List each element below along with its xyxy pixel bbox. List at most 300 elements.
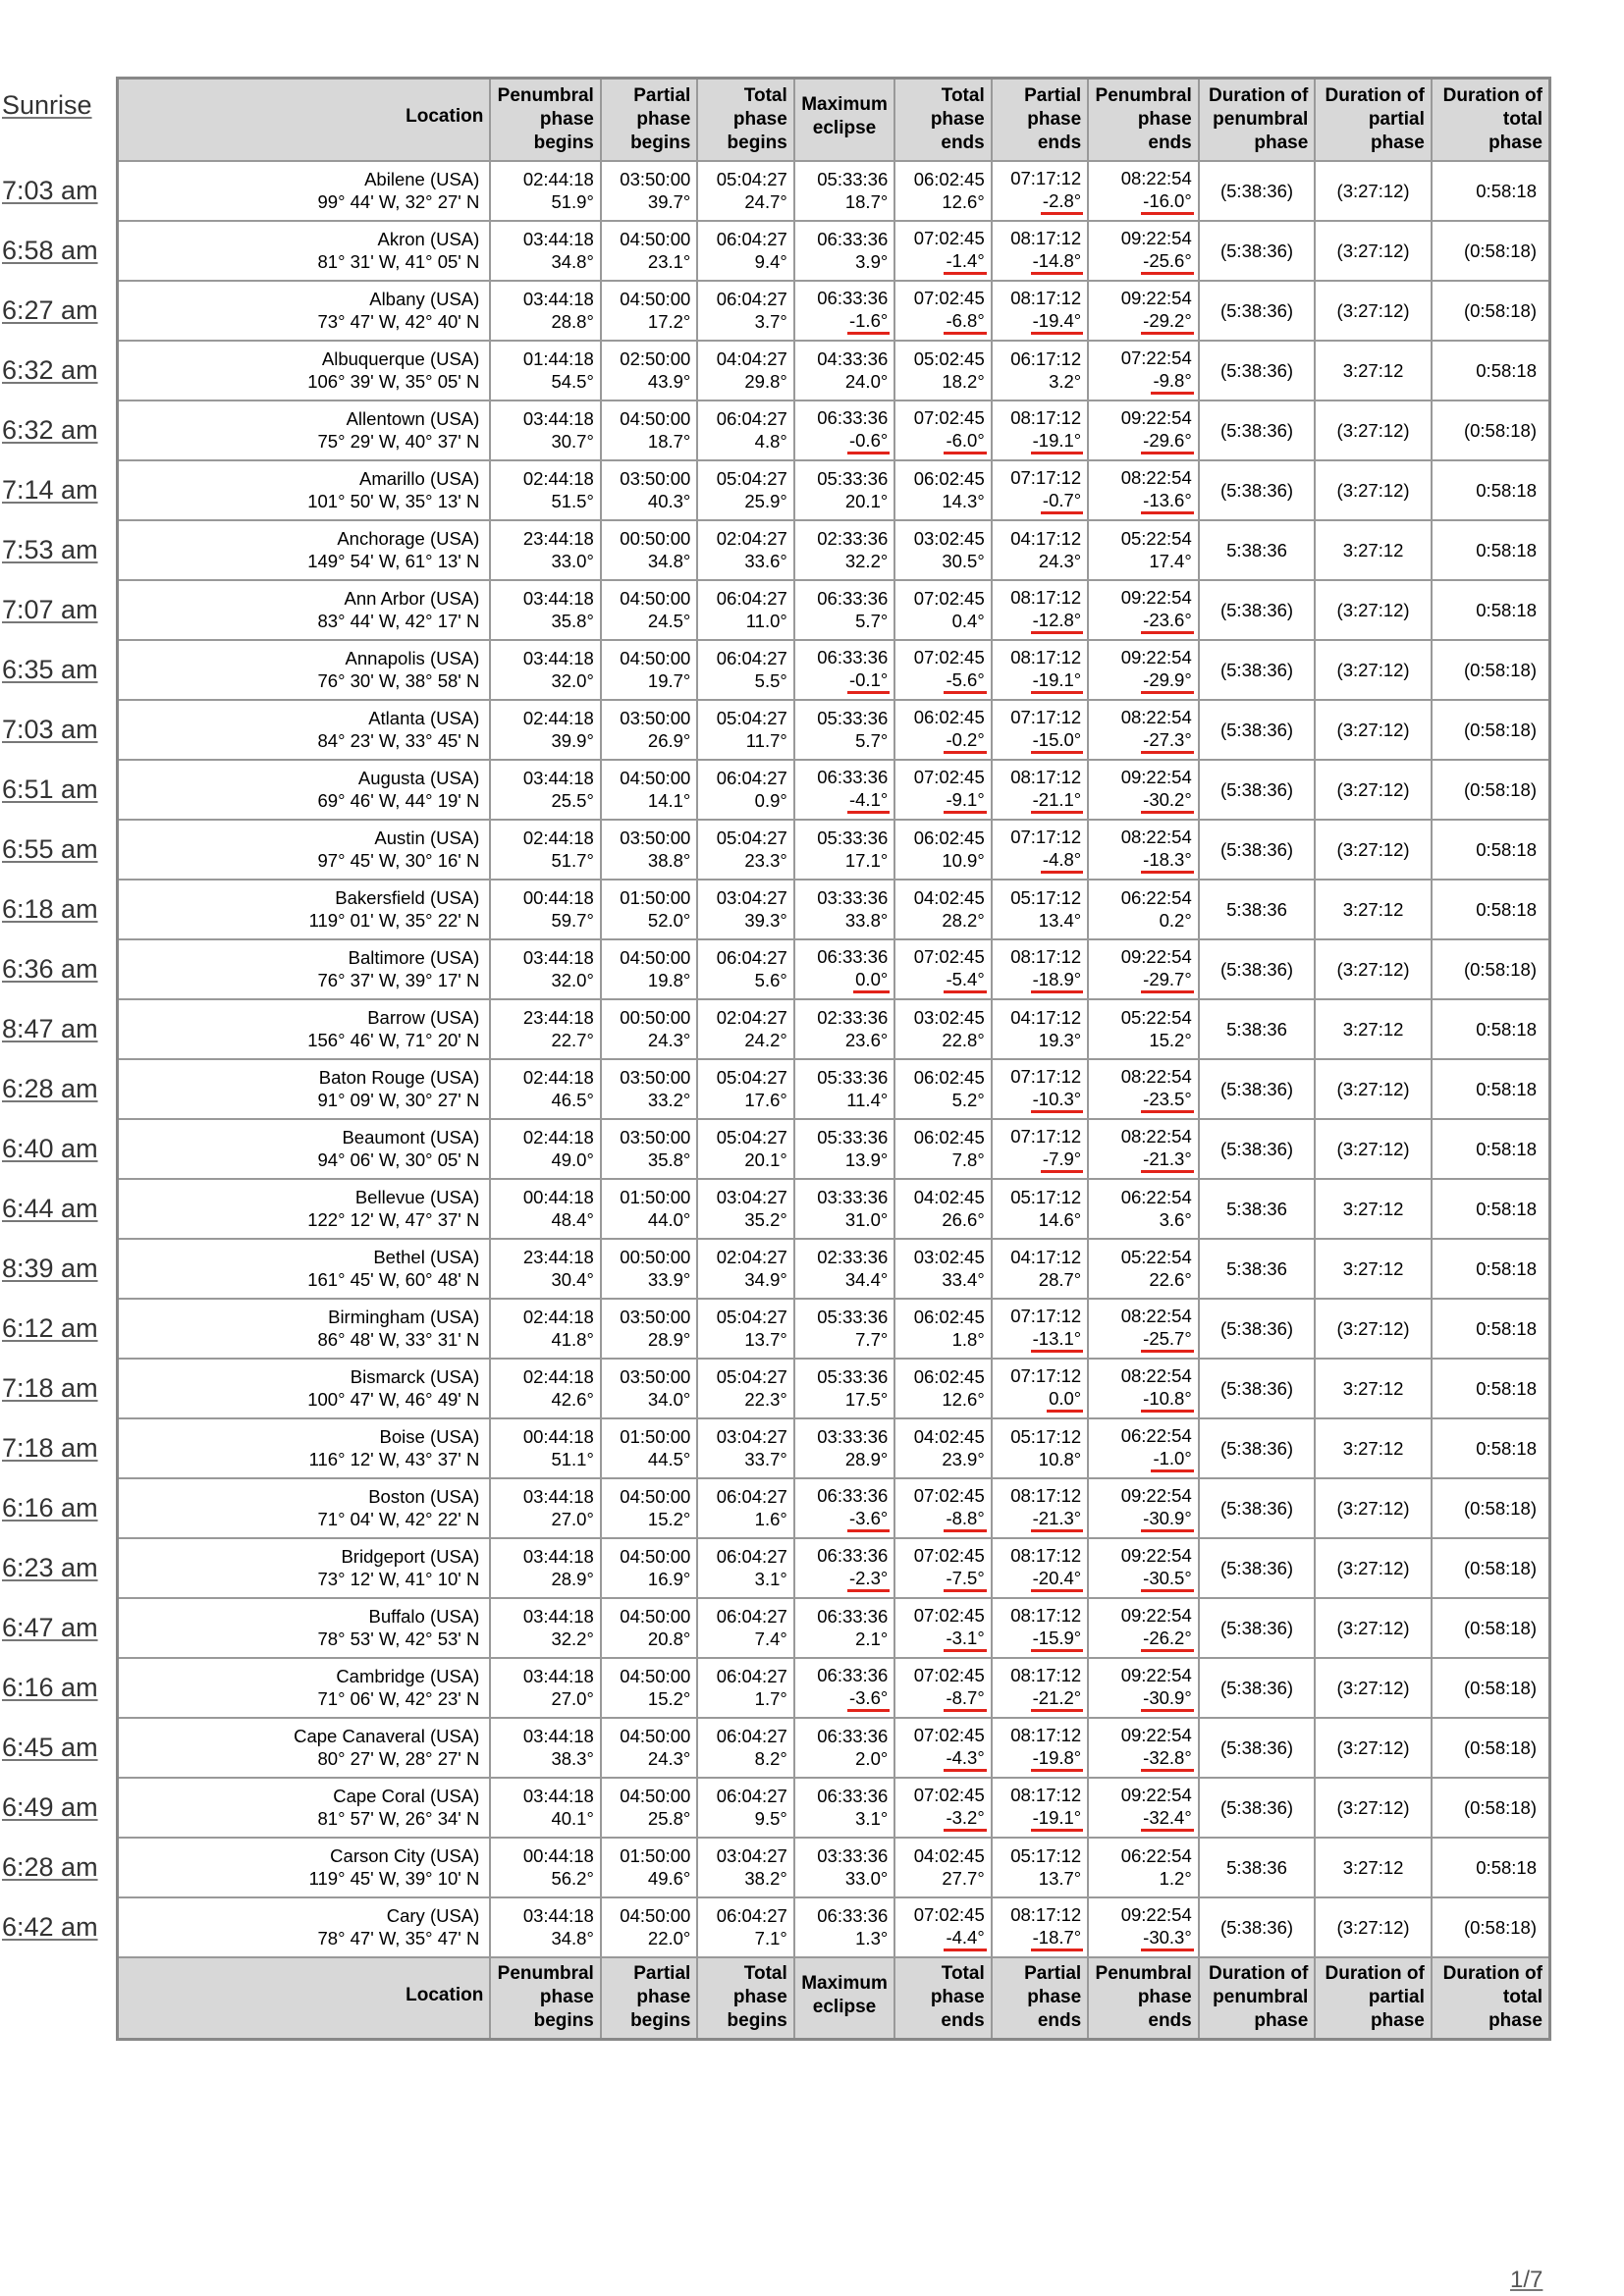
- time-altitude-cell: [992, 341, 1088, 400]
- partial-duration: (3:27:12): [1315, 281, 1432, 341]
- location-cell: [118, 281, 491, 341]
- penumbral-duration: (5:38:36): [1199, 1778, 1316, 1838]
- time-value: 05:22:54: [1120, 1247, 1192, 1267]
- time-altitude-cell: [697, 1598, 793, 1658]
- sunrise-link[interactable]: 8:39 am: [2, 1254, 98, 1283]
- time-altitude-cell: [490, 1658, 601, 1718]
- time-value: 04:50:00: [620, 1905, 691, 1926]
- altitude-value: 1.8°: [951, 1329, 985, 1350]
- location-coords: 149° 54' W, 61° 13' N: [307, 551, 480, 571]
- altitude-value: -25.6°: [1141, 249, 1194, 275]
- time-altitude-cell: [490, 1718, 601, 1778]
- time-value: 09:22:54: [1120, 1604, 1192, 1626]
- sunrise-link[interactable]: 6:36 am: [2, 954, 98, 984]
- table-footer-header-text: phase: [1370, 2010, 1425, 2031]
- altitude-value: 12.6°: [942, 191, 985, 212]
- sunrise-link[interactable]: 7:18 am: [2, 1373, 98, 1403]
- altitude-value: 33.2°: [647, 1090, 691, 1110]
- altitude-value: -14.8°: [1031, 249, 1084, 275]
- time-altitude-cell: [697, 1478, 793, 1538]
- sunrise-link[interactable]: 6:40 am: [2, 1134, 98, 1163]
- altitude-value: -30.9°: [1141, 1507, 1194, 1532]
- location-name: Augusta (USA): [357, 768, 480, 788]
- altitude-value: -5.4°: [944, 968, 986, 993]
- table-footer-header-cell: [894, 1957, 991, 2040]
- altitude-value: 15.2°: [647, 1688, 691, 1709]
- partial-duration: (3:27:12): [1315, 700, 1432, 760]
- time-altitude-cell: [601, 760, 697, 820]
- location-coords: 71° 04' W, 42° 22' N: [317, 1509, 480, 1529]
- altitude-value: -15.9°: [1031, 1627, 1084, 1652]
- altitude-value: 27.0°: [551, 1509, 594, 1529]
- sunrise-link[interactable]: 6:16 am: [2, 1493, 98, 1522]
- location-coords: 119° 45' W, 39° 10' N: [308, 1868, 480, 1889]
- time-value: 06:04:27: [716, 408, 787, 429]
- altitude-value: -29.6°: [1141, 429, 1194, 454]
- time-altitude-cell: [992, 1239, 1088, 1299]
- location-cell: [118, 939, 491, 999]
- altitude-value: 25.8°: [647, 1808, 691, 1829]
- partial-duration: 3:27:12: [1315, 1359, 1432, 1418]
- time-altitude-cell: [1088, 1598, 1199, 1658]
- table-row: [118, 1418, 1550, 1478]
- altitude-value: 35.8°: [551, 611, 594, 631]
- time-value: 04:02:45: [913, 887, 985, 908]
- time-value: 04:04:27: [716, 348, 787, 369]
- sunrise-link[interactable]: 6:18 am: [2, 894, 98, 924]
- altitude-value: 22.7°: [551, 1030, 594, 1050]
- time-value: 06:04:27: [716, 648, 787, 668]
- location-coords: 76° 30' W, 38° 58' N: [317, 670, 480, 691]
- time-altitude-cell: [992, 1598, 1088, 1658]
- location-coords: 100° 47' W, 46° 49' N: [307, 1389, 480, 1410]
- time-altitude-cell: [601, 1179, 697, 1239]
- time-altitude-cell: [697, 400, 793, 460]
- time-value: 06:33:36: [817, 646, 889, 667]
- time-altitude-cell: [894, 1119, 991, 1179]
- sunrise-link[interactable]: 6:32 am: [2, 415, 98, 445]
- time-value: 09:22:54: [1120, 1664, 1192, 1685]
- time-value: 07:17:12: [1010, 466, 1082, 488]
- penumbral-duration: (5:38:36): [1199, 221, 1316, 281]
- time-value: 08:17:12: [1010, 406, 1082, 428]
- table-row: [118, 999, 1550, 1059]
- sunrise-link[interactable]: 7:03 am: [2, 176, 98, 205]
- time-altitude-cell: [992, 221, 1088, 281]
- table-footer-header-cell: [1088, 1957, 1199, 2040]
- time-altitude-cell: [992, 1179, 1088, 1239]
- altitude-value: 20.1°: [744, 1149, 787, 1170]
- time-altitude-cell: [894, 400, 991, 460]
- page-number[interactable]: 1/7: [1510, 2267, 1543, 2293]
- time-altitude-cell: [1088, 400, 1199, 460]
- time-value: 08:22:54: [1120, 1065, 1192, 1087]
- altitude-value: 33.8°: [844, 910, 889, 931]
- time-altitude-cell: [794, 1478, 894, 1538]
- time-value: 06:04:27: [716, 1606, 787, 1627]
- table-row: [118, 1838, 1550, 1897]
- altitude-value: 27.7°: [942, 1868, 985, 1889]
- time-value: 00:44:18: [522, 1426, 594, 1447]
- table-footer-header-cell: [1199, 1957, 1316, 2040]
- time-altitude-cell: [601, 1718, 697, 1778]
- time-altitude-cell: [490, 460, 601, 520]
- location-cell: [118, 1418, 491, 1478]
- altitude-value: 14.3°: [942, 491, 985, 511]
- time-value: 05:17:12: [1010, 887, 1082, 908]
- time-value: 07:02:45: [913, 945, 985, 967]
- altitude-value: 3.1°: [754, 1569, 787, 1589]
- time-value: 03:44:18: [522, 289, 594, 309]
- altitude-value: 56.2°: [551, 1868, 594, 1889]
- time-value: 05:33:36: [817, 1127, 889, 1148]
- table-row: [118, 1299, 1550, 1359]
- table-row: [118, 1658, 1550, 1718]
- table-header-text: phase: [1489, 132, 1543, 153]
- table-header-text: penumbral: [1213, 108, 1309, 130]
- altitude-value: 24.3°: [647, 1030, 691, 1050]
- time-altitude-cell: [601, 1538, 697, 1598]
- time-value: 03:44:18: [522, 408, 594, 429]
- location-cell: [118, 1897, 491, 1957]
- time-altitude-cell: [490, 1598, 601, 1658]
- sunrise-link[interactable]: 6:42 am: [2, 1912, 98, 1942]
- sunrise-link[interactable]: 6:55 am: [2, 834, 98, 864]
- table-row: [118, 580, 1550, 640]
- altitude-value: 29.8°: [744, 371, 787, 392]
- sunrise-link[interactable]: 6:28 am: [2, 1074, 98, 1103]
- sunrise-link[interactable]: 7:07 am: [2, 595, 98, 624]
- altitude-value: 23.1°: [647, 251, 691, 272]
- time-value: 02:33:36: [817, 1007, 889, 1028]
- time-value: 05:04:27: [716, 169, 787, 189]
- altitude-value: 17.1°: [844, 850, 889, 871]
- time-altitude-cell: [1088, 1838, 1199, 1897]
- location-cell: [118, 640, 491, 700]
- altitude-value: 24.5°: [647, 611, 691, 631]
- time-value: 03:04:27: [716, 1426, 787, 1447]
- time-value: 08:17:12: [1010, 1484, 1082, 1506]
- time-altitude-cell: [894, 580, 991, 640]
- sunrise-link[interactable]: 6:27 am: [2, 295, 98, 325]
- altitude-value: -23.5°: [1141, 1088, 1194, 1113]
- altitude-value: -21.1°: [1031, 788, 1084, 814]
- altitude-value: -3.6°: [847, 1686, 890, 1712]
- altitude-value: -6.8°: [944, 309, 986, 335]
- altitude-value: 51.7°: [551, 850, 594, 871]
- time-value: 06:02:45: [913, 1307, 985, 1327]
- time-altitude-cell: [1088, 939, 1199, 999]
- time-value: 04:50:00: [620, 408, 691, 429]
- altitude-value: 22.0°: [647, 1928, 691, 1949]
- time-value: 02:04:27: [716, 528, 787, 549]
- time-altitude-cell: [992, 999, 1088, 1059]
- time-altitude-cell: [1088, 221, 1199, 281]
- altitude-value: 38.8°: [647, 850, 691, 871]
- time-value: 08:22:54: [1120, 1305, 1192, 1326]
- altitude-value: -9.8°: [1151, 369, 1193, 395]
- table-row: [118, 1598, 1550, 1658]
- location-coords: 76° 37' W, 39° 17' N: [317, 970, 480, 990]
- sunrise-link[interactable]: 6:16 am: [2, 1673, 98, 1702]
- time-altitude-cell: [1088, 1299, 1199, 1359]
- time-value: 08:17:12: [1010, 227, 1082, 248]
- altitude-value: -32.8°: [1141, 1746, 1194, 1772]
- altitude-value: 24.7°: [744, 191, 787, 212]
- table-footer-header-text: phase: [636, 1987, 691, 2007]
- partial-duration: (3:27:12): [1315, 939, 1432, 999]
- time-value: 07:02:45: [913, 1664, 985, 1685]
- sunrise-link[interactable]: 6:51 am: [2, 774, 98, 804]
- time-altitude-cell: [1088, 1778, 1199, 1838]
- total-duration: 0:58:18: [1432, 1838, 1550, 1897]
- altitude-value: 34.9°: [744, 1269, 787, 1290]
- table-footer-header-text: penumbral: [1213, 1987, 1309, 2007]
- time-altitude-cell: [490, 939, 601, 999]
- time-value: 06:04:27: [716, 229, 787, 249]
- time-altitude-cell: [697, 520, 793, 580]
- time-altitude-cell: [490, 221, 601, 281]
- altitude-value: -19.8°: [1031, 1746, 1084, 1772]
- altitude-value: 2.0°: [855, 1748, 889, 1769]
- sunrise-link[interactable]: 6:12 am: [2, 1313, 98, 1343]
- table-row: [118, 1179, 1550, 1239]
- time-altitude-cell: [601, 520, 697, 580]
- sunrise-link[interactable]: 6:58 am: [2, 236, 98, 265]
- time-value: 03:44:18: [522, 1666, 594, 1686]
- time-value: 05:33:36: [817, 169, 889, 189]
- altitude-value: 27.0°: [551, 1688, 594, 1709]
- time-value: 00:44:18: [522, 887, 594, 908]
- time-value: 07:02:45: [913, 1604, 985, 1626]
- altitude-value: 51.9°: [551, 191, 594, 212]
- table-header-row: [118, 79, 1550, 161]
- sunrise-link[interactable]: 6:44 am: [2, 1194, 98, 1223]
- time-value: 02:33:36: [817, 1247, 889, 1267]
- table-footer-header-text: begins: [630, 2010, 691, 2031]
- time-altitude-cell: [992, 1418, 1088, 1478]
- location-cell: [118, 460, 491, 520]
- table-footer-header-text: total: [1502, 1987, 1543, 2007]
- total-duration: 0:58:18: [1432, 820, 1550, 880]
- time-value: 07:02:45: [913, 766, 985, 787]
- time-value: 06:04:27: [716, 588, 787, 609]
- time-value: 02:04:27: [716, 1247, 787, 1267]
- time-altitude-cell: [697, 281, 793, 341]
- time-value: 05:04:27: [716, 1307, 787, 1327]
- table-footer-header-cell: [1315, 1957, 1432, 2040]
- partial-duration: (3:27:12): [1315, 1778, 1432, 1838]
- altitude-value: 39.9°: [551, 730, 594, 751]
- location-coords: 119° 01' W, 35° 22' N: [308, 910, 480, 931]
- time-value: 06:02:45: [913, 1366, 985, 1387]
- time-altitude-cell: [794, 1059, 894, 1119]
- time-altitude-cell: [894, 1359, 991, 1418]
- sunrise-link[interactable]: 6:28 am: [2, 1852, 98, 1882]
- altitude-value: -18.7°: [1031, 1926, 1084, 1951]
- location-cell: [118, 1778, 491, 1838]
- altitude-value: -30.9°: [1141, 1686, 1194, 1712]
- altitude-value: 49.6°: [647, 1868, 691, 1889]
- time-value: 06:33:36: [817, 1664, 889, 1685]
- sunrise-header[interactable]: Sunrise: [2, 90, 92, 120]
- time-value: 06:02:45: [913, 468, 985, 489]
- table-row: [118, 1778, 1550, 1838]
- altitude-value: 34.8°: [551, 1928, 594, 1949]
- time-value: 06:04:27: [716, 1486, 787, 1507]
- penumbral-duration: (5:38:36): [1199, 400, 1316, 460]
- altitude-value: -5.6°: [944, 668, 986, 694]
- time-altitude-cell: [794, 1359, 894, 1418]
- sunrise-link[interactable]: 6:49 am: [2, 1792, 98, 1822]
- time-altitude-cell: [894, 1897, 991, 1957]
- altitude-value: 23.9°: [942, 1449, 985, 1469]
- time-altitude-cell: [490, 1478, 601, 1538]
- table-row: [118, 880, 1550, 939]
- time-value: 05:04:27: [716, 828, 787, 848]
- altitude-value: 33.9°: [647, 1269, 691, 1290]
- altitude-value: 13.9°: [844, 1149, 889, 1170]
- table-footer-header-text: begins: [727, 2010, 787, 2031]
- time-altitude-cell: [894, 1658, 991, 1718]
- time-altitude-cell: [794, 1718, 894, 1778]
- time-altitude-cell: [794, 520, 894, 580]
- altitude-value: 28.9°: [844, 1449, 889, 1469]
- penumbral-duration: (5:38:36): [1199, 700, 1316, 760]
- time-altitude-cell: [601, 1299, 697, 1359]
- time-altitude-cell: [894, 1059, 991, 1119]
- location-coords: 101° 50' W, 35° 13' N: [307, 491, 480, 511]
- time-altitude-cell: [1088, 700, 1199, 760]
- altitude-value: 34.0°: [647, 1389, 691, 1410]
- time-value: 05:04:27: [716, 468, 787, 489]
- time-value: 03:50:00: [620, 1067, 691, 1088]
- time-altitude-cell: [601, 161, 697, 221]
- table-footer-header-text: phase: [539, 1987, 594, 2007]
- sunrise-link[interactable]: 6:45 am: [2, 1733, 98, 1762]
- altitude-value: 48.4°: [551, 1209, 594, 1230]
- location-name: Cape Coral (USA): [333, 1786, 480, 1806]
- sunrise-link[interactable]: 7:14 am: [2, 475, 98, 505]
- location-cell: [118, 1059, 491, 1119]
- location-cell: [118, 999, 491, 1059]
- table-row: [118, 221, 1550, 281]
- altitude-value: 52.0°: [647, 910, 691, 931]
- time-value: 04:50:00: [620, 947, 691, 968]
- time-altitude-cell: [794, 1897, 894, 1957]
- table-header-text: phase: [930, 108, 985, 130]
- altitude-value: -16.0°: [1141, 189, 1194, 215]
- time-altitude-cell: [490, 820, 601, 880]
- time-altitude-cell: [490, 700, 601, 760]
- table-header-cell: [1315, 79, 1432, 161]
- time-value: 07:02:45: [913, 1903, 985, 1925]
- table-row: [118, 1718, 1550, 1778]
- table-header-cell: [601, 79, 697, 161]
- total-duration: 0:58:18: [1432, 1418, 1550, 1478]
- penumbral-duration: (5:38:36): [1199, 939, 1316, 999]
- altitude-value: 4.8°: [754, 431, 787, 452]
- time-value: 08:17:12: [1010, 945, 1082, 967]
- time-value: 05:33:36: [817, 828, 889, 848]
- location-coords: 122° 12' W, 47° 37' N: [307, 1209, 480, 1230]
- time-value: 07:17:12: [1010, 1305, 1082, 1326]
- altitude-value: 3.2°: [1049, 371, 1082, 392]
- partial-duration: 3:27:12: [1315, 999, 1432, 1059]
- sunrise-link[interactable]: 6:35 am: [2, 655, 98, 684]
- table-header-text: eclipse: [812, 118, 877, 139]
- table-header-text: Location: [406, 106, 484, 128]
- time-value: 05:17:12: [1010, 1187, 1082, 1207]
- partial-duration: (3:27:12): [1315, 161, 1432, 221]
- location-cell: [118, 221, 491, 281]
- time-value: 03:44:18: [522, 768, 594, 788]
- sunrise-link[interactable]: 8:47 am: [2, 1014, 98, 1043]
- time-altitude-cell: [490, 1838, 601, 1897]
- location-name: Carson City (USA): [330, 1845, 480, 1866]
- time-altitude-cell: [894, 1478, 991, 1538]
- table-footer-header-text: ends: [1148, 2010, 1192, 2031]
- altitude-value: 51.1°: [551, 1449, 594, 1469]
- total-duration: (0:58:18): [1432, 1897, 1550, 1957]
- location-name: Albuquerque (USA): [321, 348, 480, 369]
- sunrise-link[interactable]: 7:53 am: [2, 535, 98, 564]
- sunrise-link[interactable]: 7:18 am: [2, 1433, 98, 1463]
- altitude-value: 11.7°: [745, 730, 787, 751]
- time-altitude-cell: [1088, 999, 1199, 1059]
- penumbral-duration: (5:38:36): [1199, 1718, 1316, 1778]
- time-value: 04:33:36: [817, 348, 889, 369]
- sunrise-link[interactable]: 6:23 am: [2, 1553, 98, 1582]
- altitude-value: 13.7°: [744, 1329, 787, 1350]
- altitude-value: 0.9°: [754, 790, 787, 811]
- time-value: 07:02:45: [913, 1544, 985, 1566]
- time-value: 06:02:45: [913, 1127, 985, 1148]
- time-altitude-cell: [601, 1119, 697, 1179]
- location-name: Bellevue (USA): [354, 1187, 480, 1207]
- time-value: 23:44:18: [522, 1247, 594, 1267]
- time-value: 06:33:36: [817, 1606, 889, 1627]
- time-altitude-cell: [697, 1418, 793, 1478]
- altitude-value: 13.4°: [1038, 910, 1082, 931]
- time-altitude-cell: [601, 700, 697, 760]
- location-name: Abilene (USA): [364, 169, 480, 189]
- altitude-value: 33.4°: [942, 1269, 985, 1290]
- altitude-value: 7.1°: [754, 1928, 787, 1949]
- total-duration: 0:58:18: [1432, 1239, 1550, 1299]
- total-duration: (0:58:18): [1432, 281, 1550, 341]
- sunrise-link[interactable]: 6:47 am: [2, 1613, 98, 1642]
- time-altitude-cell: [601, 1897, 697, 1957]
- time-altitude-cell: [992, 1299, 1088, 1359]
- sunrise-link[interactable]: 7:03 am: [2, 715, 98, 744]
- time-value: 06:22:54: [1120, 1845, 1192, 1866]
- time-altitude-cell: [794, 820, 894, 880]
- time-altitude-cell: [1088, 580, 1199, 640]
- time-value: 06:02:45: [913, 1067, 985, 1088]
- altitude-value: 32.2°: [844, 551, 889, 571]
- time-value: 03:50:00: [620, 468, 691, 489]
- time-altitude-cell: [794, 760, 894, 820]
- penumbral-duration: 5:38:36: [1199, 880, 1316, 939]
- altitude-value: 7.4°: [754, 1629, 787, 1649]
- time-value: 01:50:00: [620, 1187, 691, 1207]
- total-duration: (0:58:18): [1432, 1478, 1550, 1538]
- sunrise-link[interactable]: 6:32 am: [2, 355, 98, 385]
- table-footer-header-text: ends: [941, 2010, 985, 2031]
- time-altitude-cell: [601, 820, 697, 880]
- table-header-text: Penumbral: [1095, 84, 1192, 106]
